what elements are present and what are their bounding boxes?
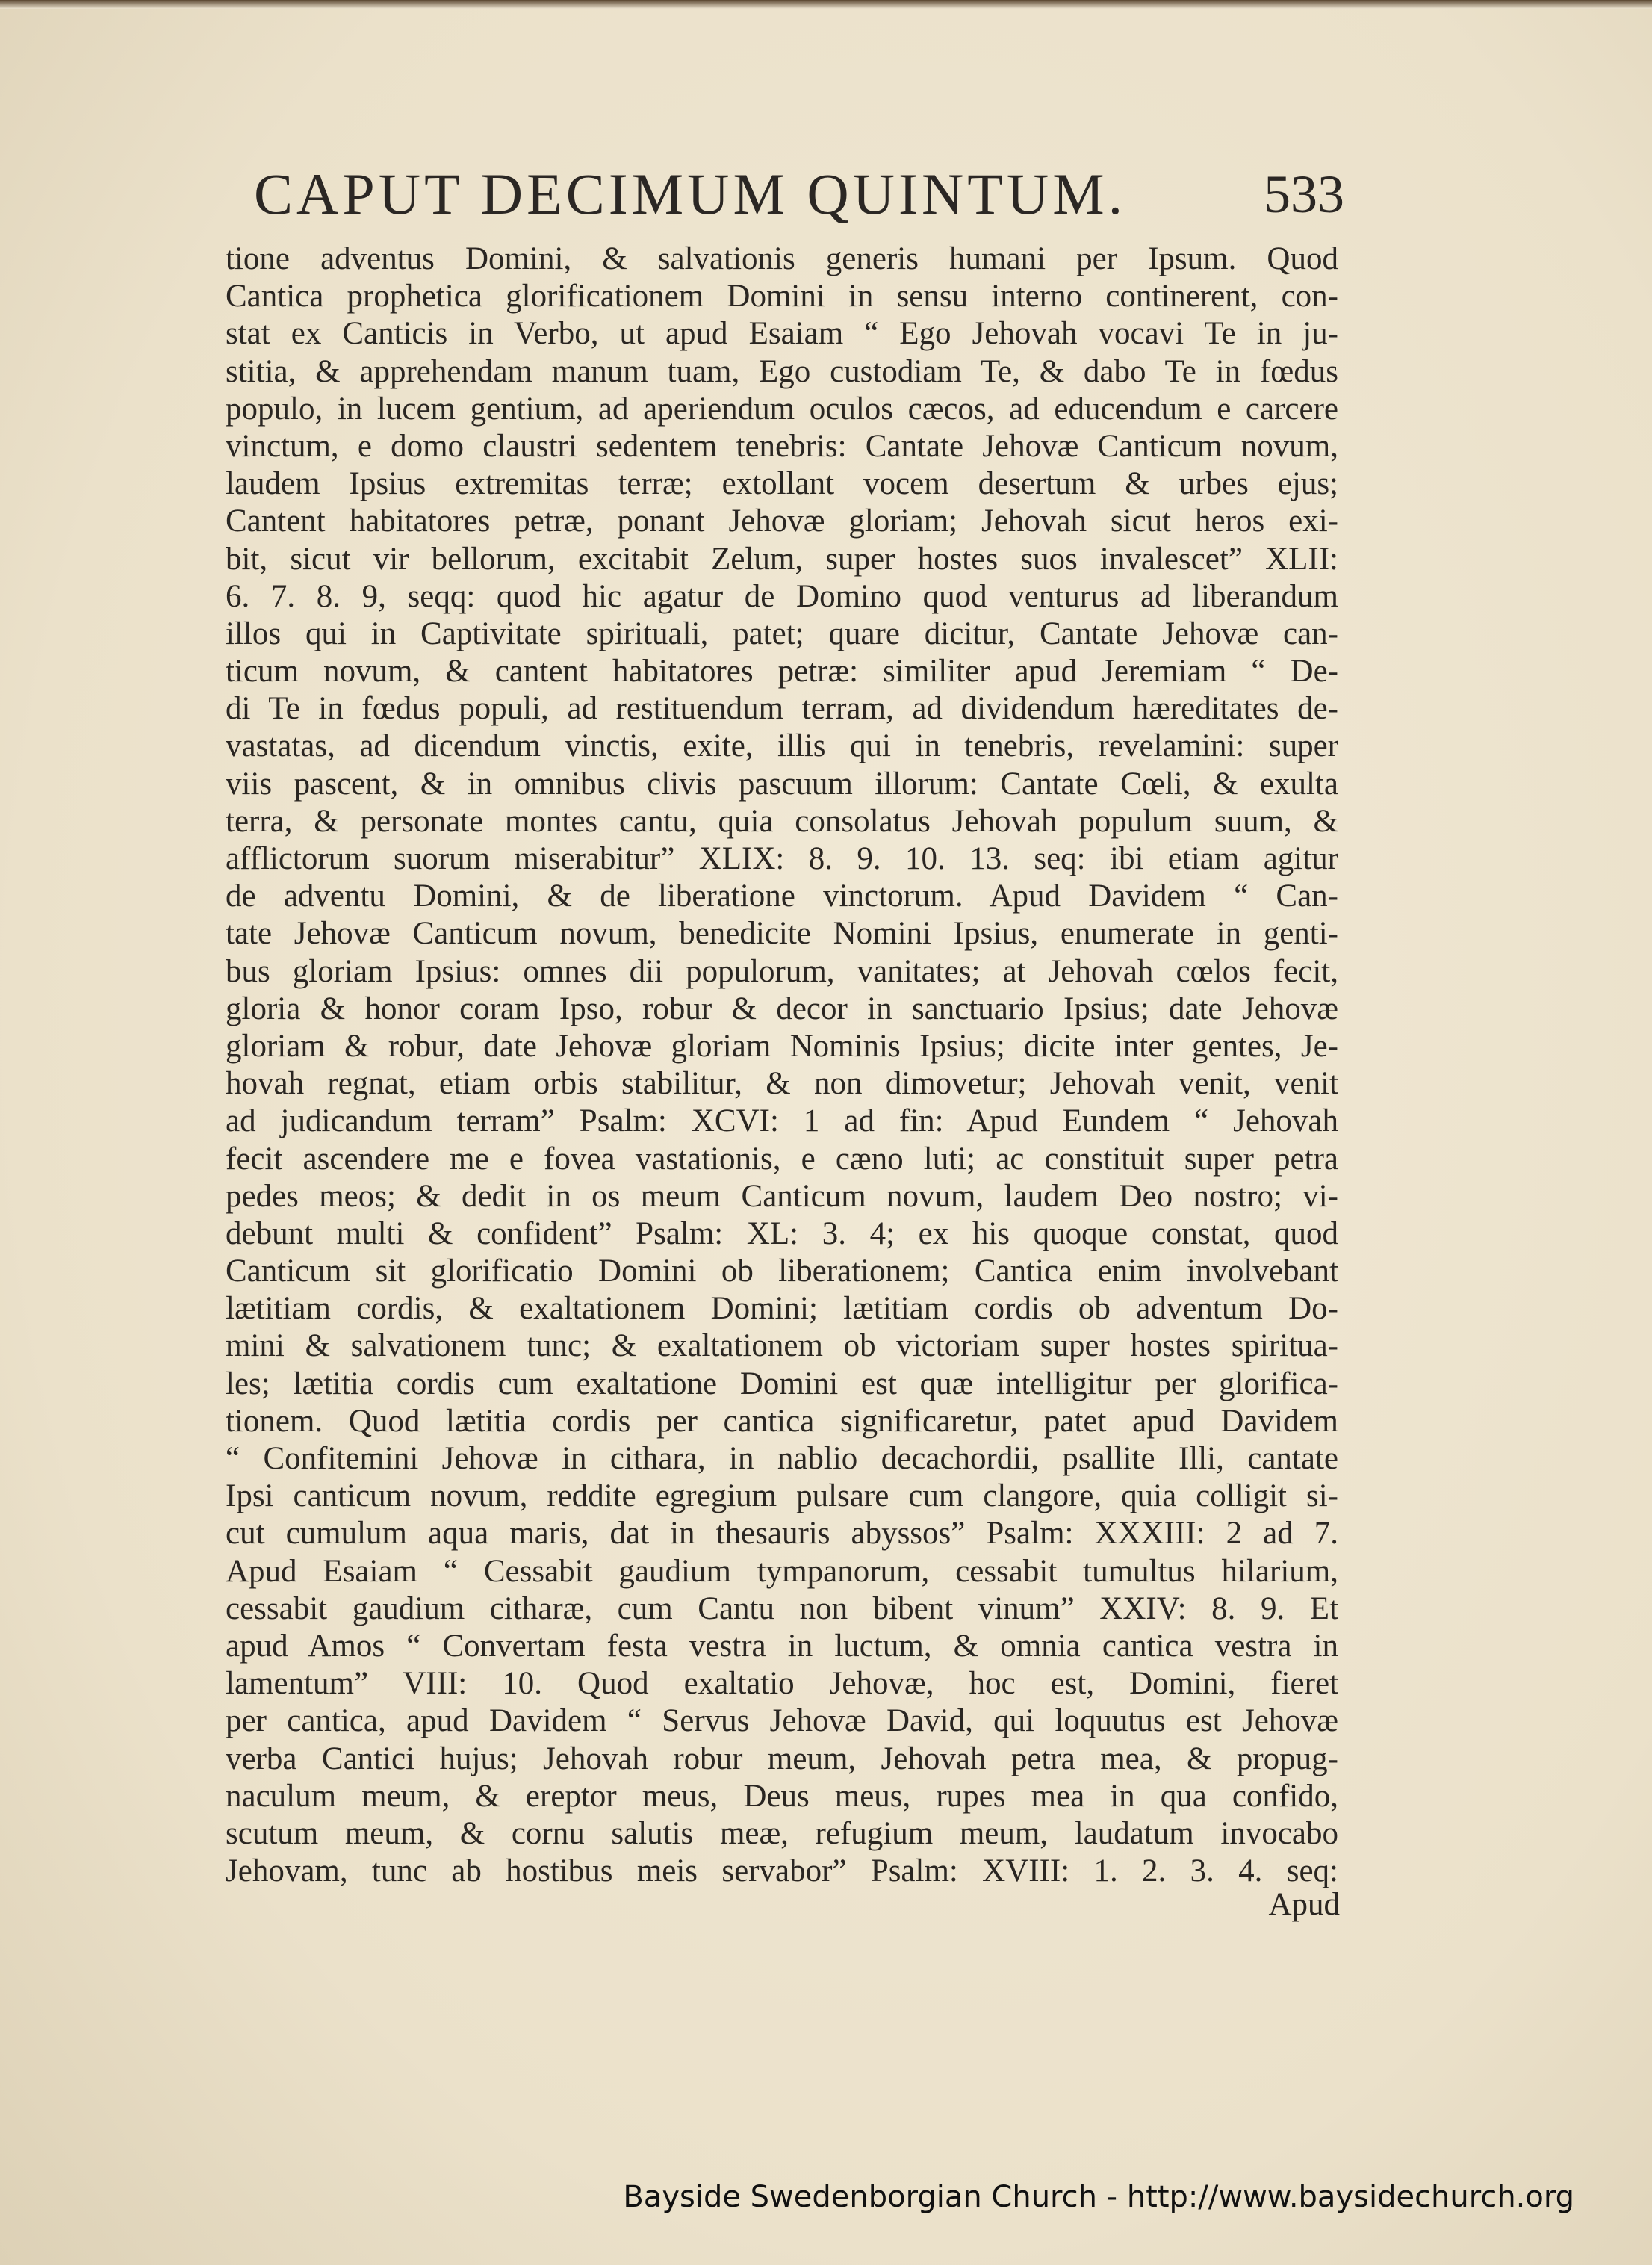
text-line: di Te in fœdus populi, ad restituendum terram, ad dividendum hæreditates de- — [226, 691, 1338, 727]
text-line: ad judicandum terram” Psalm: XCVI: 1 ad fin: Apud Eundem “ Jehovah — [226, 1103, 1338, 1139]
text-line: de adventu Domini, & de liberatione vinctorum. Apud Davidem “ Can- — [226, 879, 1338, 914]
running-head — [254, 161, 1344, 235]
text-line: bus gloriam Ipsius: omnes dii populorum, vanitates; at Jehovah cœlos fecit, — [226, 953, 1338, 989]
text-line: lamentum” VIII: 10. Quod exaltatio Jehovæ, hoc est, Domini, fieret — [226, 1666, 1338, 1702]
text-line: Jehovam, tunc ab hostibus meis servabor” Psalm: XVIII: 1. 2. 3. 4. seq: — [226, 1853, 1338, 1889]
page-top-edge — [0, 0, 1652, 9]
body-text — [226, 241, 1338, 1890]
text-line: tione adventus Domini, & salvationis generis humani per Ipsum. Quod — [226, 241, 1338, 276]
text-line: pedes meos; & dedit in os meum Canticum novum, laudem Deo nostro; vi- — [226, 1178, 1338, 1214]
text-line: populo, in lucem gentium, ad aperiendum oculos cæcos, ad educendum e carcere — [226, 391, 1338, 427]
text-line: gloriam & robur, date Jehovæ gloriam Nominis Ipsius; dicite inter gentes, Je- — [226, 1028, 1338, 1064]
text-line: tate Jehovæ Canticum novum, benedicite Nomini Ipsius, enumerate in genti- — [226, 916, 1338, 952]
text-line: “ Confitemini Jehovæ in cithara, in nablio decachordii, psallite Illi, cantate — [226, 1441, 1338, 1476]
page-number: 533 — [1264, 164, 1344, 224]
text-line: Apud Esaiam “ Cessabit gaudium tympanorum, cessabit tumultus hilarium, — [226, 1553, 1338, 1589]
text-line: 6. 7. 8. 9, seqq: quod hic agatur de Domino quod venturus ad liberandum — [226, 578, 1338, 614]
text-line: viis pascent, & in omnibus clivis pascuum illorum: Cantate Cœli, & exulta — [226, 766, 1338, 802]
text-line: stat ex Canticis in Verbo, ut apud Esaiam “ Ego Jehovah vocavi Te in ju- — [226, 316, 1338, 352]
text-line: hovah regnat, etiam orbis stabilitur, & non dimovetur; Jehovah venit, venit — [226, 1066, 1338, 1102]
text-line: laudem Ipsius extremitas terræ; extollant vocem desertum & urbes ejus; — [226, 466, 1338, 502]
text-line: mini & salvationem tunc; & exaltationem ob victoriam super hostes spiritua- — [226, 1328, 1338, 1364]
text-line: Ipsi canticum novum, reddite egregium pulsare cum clangore, quia colligit si- — [226, 1478, 1338, 1514]
text-line: vastatas, ad dicendum vinctis, exite, illis qui in tenebris, revelamini: super — [226, 728, 1338, 764]
text-line: Canticum sit glorificatio Domini ob liberationem; Cantica enim involvebant — [226, 1254, 1338, 1289]
text-line: tionem. Quod lætitia cordis per cantica significaretur, patet apud Davidem — [226, 1403, 1338, 1439]
catchword: Apud — [1268, 1887, 1340, 1922]
text-line: naculum meum, & ereptor meus, Deus meus, rupes mea in qua confido, — [226, 1778, 1338, 1814]
text-line: vinctum, e domo claustri sedentem tenebris: Cantate Jehovæ Canticum novum, — [226, 428, 1338, 464]
watermark-text: Bayside Swedenborgian Church - http://www.baysidechurch.org — [623, 2180, 1574, 2214]
text-line: bit, sicut vir bellorum, excitabit Zelum, super hostes suos invalescet” XLII: — [226, 541, 1338, 577]
text-line: cessabit gaudium citharæ, cum Cantu non bibent vinum” XXIV: 8. 9. Et — [226, 1590, 1338, 1626]
text-line: per cantica, apud Davidem “ Servus Jehovæ David, qui loquutus est Jehovæ — [226, 1703, 1338, 1739]
text-line: cut cumulum aqua maris, dat in thesauris abyssos” Psalm: XXXIII: 2 ad 7. — [226, 1516, 1338, 1552]
text-line: debunt multi & confident” Psalm: XL: 3. 4; ex his quoque constat, quod — [226, 1215, 1338, 1251]
chapter-title: CAPUT DECIMUM QUINTUM. — [254, 161, 1127, 226]
text-line: terra, & personate montes cantu, quia consolatus Jehovah populum suum, & — [226, 803, 1338, 839]
text-line: les; lætitia cordis cum exaltatione Domini est quæ intelligitur per glorifica- — [226, 1366, 1338, 1401]
text-line: gloria & honor coram Ipso, robur & decor in sanctuario Ipsius; date Jehovæ — [226, 991, 1338, 1026]
text-line: Cantent habitatores petræ, ponant Jehovæ gloriam; Jehovah sicut heros exi- — [226, 503, 1338, 539]
text-line: Cantica prophetica glorificationem Domini in sensu interno continerent, con- — [226, 279, 1338, 315]
text-line: ticum novum, & cantent habitatores petræ: similiter apud Jeremiam “ De- — [226, 654, 1338, 690]
text-line: scutum meum, & cornu salutis meæ, refugium meum, laudatum invocabo — [226, 1815, 1338, 1851]
text-line: afflictorum suorum miserabitur” XLIX: 8. 9. 10. 13. seq: ibi etiam agitur — [226, 841, 1338, 876]
text-line: stitia, & apprehendam manum tuam, Ego custodiam Te, & dabo Te in fœdus — [226, 353, 1338, 389]
text-line: apud Amos “ Convertam festa vestra in luctum, & omnia cantica vestra in — [226, 1628, 1338, 1664]
text-line: verba Cantici hujus; Jehovah robur meum, Jehovah petra mea, & propug- — [226, 1741, 1338, 1776]
text-line: fecit ascendere me e fovea vastationis, e cæno luti; ac constituit super petra — [226, 1141, 1338, 1177]
text-line: illos qui in Captivitate spirituali, patet; quare dicitur, Cantate Jehovæ can- — [226, 616, 1338, 651]
text-line: lætitiam cordis, & exaltationem Domini; lætitiam cordis ob adventum Do- — [226, 1291, 1338, 1327]
